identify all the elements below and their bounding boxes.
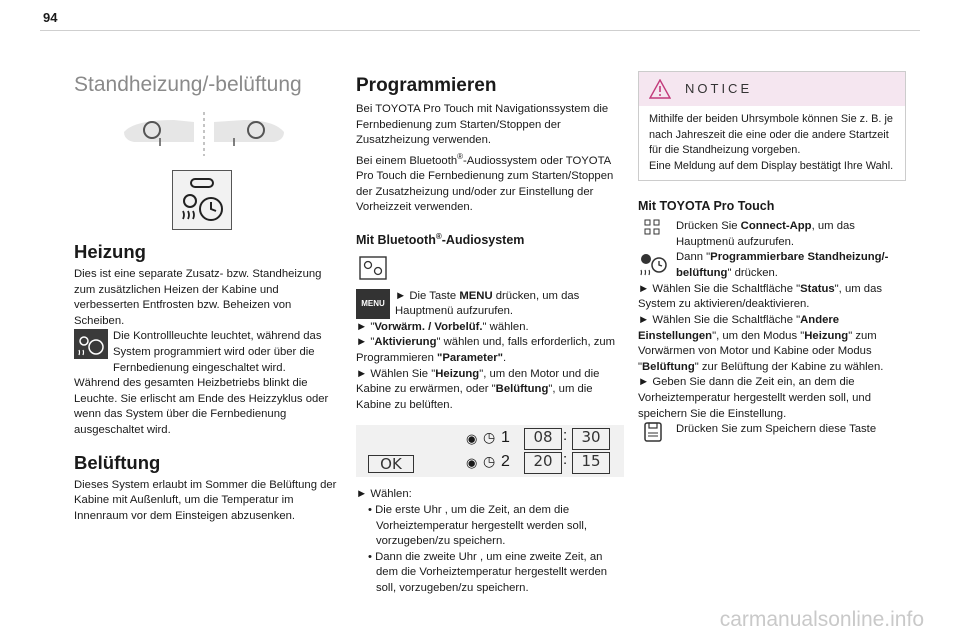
clock-icon-2: ◷ (483, 453, 496, 470)
column-left (74, 64, 342, 524)
colon-2: : (563, 451, 568, 469)
save-icon (644, 422, 662, 448)
heizung-blink-paragraph: Während des gesamten Heizbetriebs blinkt die Leuchte. Sie erlischt am Ende des Heizzyklus oder wenn das System über die Fernbedienung ausgeschaltet wird. (74, 377, 329, 436)
heizung-heading: Heizung (74, 241, 146, 262)
notice-text-1: Mithilfe der beiden Uhrsymbole können Sie z. B. je nach Jahreszeit die eine oder die andere Startzeit für die Standheizung vorgeben. (649, 113, 893, 156)
section-title: Standheizung/-belüftung (74, 73, 302, 96)
timer-1-minutes[interactable]: 30 (572, 428, 610, 450)
step-aktivierung: ► "Aktivierung" wählen und, falls erforderlich, zum Programmieren "Parameter". (356, 336, 616, 365)
step-vorwaerm: ► "Vorwärm. / Vorbelüf." wählen. (356, 320, 529, 333)
waehlen-bullet-2: • Dann die zweite Uhr , um eine zweite Zeit, an dem die Vorheiztemperatur hergestellt werden soll, vorzugeben/zu speichern. (368, 550, 608, 594)
waehlen-bullet-1: • Die erste Uhr , um die Zeit, an dem die Vorheiztemperatur hergestellt werden soll, vorzugeben/zu speichern. (368, 504, 587, 548)
column-middle (356, 64, 624, 597)
programmieren-heading: Programmieren (356, 75, 497, 96)
radio-indicator-icon-2: ◉ (466, 455, 478, 471)
timer-2-minutes[interactable]: 15 (572, 452, 610, 474)
step-save: Drücken Sie zum Speichern diese Taste (638, 422, 906, 438)
notice-header (639, 72, 905, 106)
belueftung-paragraph: Dieses System erlaubt im Sommer die Belüftung der Kabine mit Außenluft, um die Temperatur im Innenraum vor dem Einsteigen abzusenken. (74, 478, 337, 522)
notice-text-2: Eine Meldung auf dem Display bestätigt Ihre Wahl. (649, 159, 894, 172)
timer-2-label: 2 (501, 453, 510, 471)
car-heating-icon (124, 112, 284, 156)
ok-button[interactable]: OK (368, 455, 414, 473)
bluetooth-heading: Mit Bluetooth®-Audiosystem (356, 231, 525, 248)
step-zeit: ► Geben Sie dann die Zeit ein, an dem die Vorheiztemperatur hergestellt werden soll, und speichern Sie die Einstellung. (638, 376, 871, 420)
radio-indicator-icon: ◉ (466, 431, 478, 447)
radio-icon (356, 255, 624, 287)
heating-timer-icon (638, 250, 670, 282)
timer-display (356, 425, 624, 477)
pro-touch-heading: Mit TOYOTA Pro Touch (638, 199, 775, 213)
timer-1-hours[interactable]: 08 (524, 428, 562, 450)
belueftung-heading: Belüftung (74, 451, 161, 473)
step-status: ► Wählen Sie die Schaltfläche "Status", um das System zu aktivieren/deaktivieren. (638, 282, 883, 311)
warning-triangle-icon (649, 79, 671, 99)
heizung-indicator-paragraph: Die Kontrollleuchte leuchtet, während das System programmiert wird oder über die Fernbedienung eingeschaltet wird. (74, 329, 342, 376)
waehlen-intro: ► Wählen: (356, 488, 412, 501)
page-number: 94 (43, 10, 58, 25)
column-right (638, 64, 906, 448)
timer-1-label: 1 (501, 429, 510, 447)
menu-button-icon: MENU (356, 289, 390, 319)
colon-1: : (563, 427, 568, 445)
clock-icon: ◷ (483, 429, 496, 446)
pro-touch-paragraph: Bei TOYOTA Pro Touch mit Navigationssystem die Fernbedienung zum Starten/Stoppen der Zusatzheizung verwenden. (356, 103, 609, 147)
timer-2-hours[interactable]: 20 (524, 452, 562, 474)
watermark: carmanualsonline.info (719, 608, 924, 631)
car-illustration (124, 112, 284, 156)
notice-box (638, 71, 906, 181)
step-programmierbare: Dann "Programmierbare Standheizung/-belüftung" drücken. (638, 250, 906, 281)
heizung-paragraph: Dies ist eine separate Zusatz- bzw. Standheizung zum zusätzlichen Heizen der Kabine und verbesserten Entfrosten bzw. Beheizen von Scheiben. (74, 268, 322, 327)
step-menu: MENU ► Die Taste MENU drücken, um das Hauptmenü aufzurufen. (356, 289, 624, 320)
header-divider (40, 30, 920, 31)
step-andere-einstellungen: ► Wählen Sie die Schaltfläche "Andere Einstellungen", um den Modus "Heizung" zum Vorwärmen von Motor und Kabine oder Modus "Belüftung" zur Belüftung der Kabine zu wählen. (638, 313, 884, 373)
step-heizung: ► Wählen Sie "Heizung", um den Motor und die Kabine zu erwärmen, oder "Belüftung", um die Kabine zu belüften. (356, 367, 600, 411)
auxiliary-heating-warning-icon (172, 170, 232, 230)
apps-grid-icon (644, 219, 660, 241)
notice-title: NOTICE (685, 81, 753, 97)
bluetooth-paragraph: Bei einem Bluetooth®-Audiossystem oder TOYOTA Pro Touch die Fernbedienung zum Starten/Stoppen der Zusatzheizung und/oder zur Einstellung der Vorheizzeit verwenden. (356, 151, 614, 214)
step-connect-app: Drücken Sie Connect-App, um das Hauptmenü aufzurufen. (638, 219, 906, 250)
heating-indicator-icon (74, 329, 108, 365)
